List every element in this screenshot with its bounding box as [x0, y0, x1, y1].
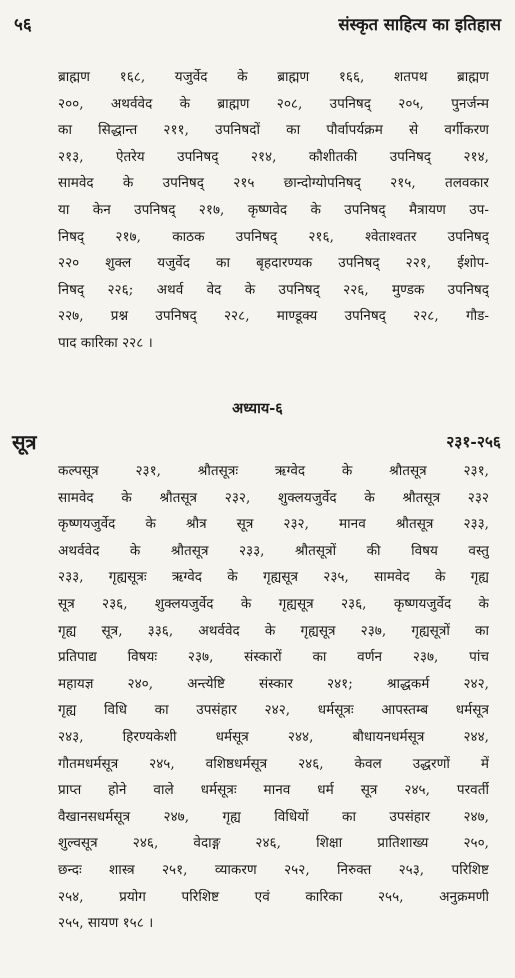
text-line: या केन उपनिषद् २१७, कृष्णवेद के उपनिषद् मैत्रायण उप-: [58, 201, 489, 218]
text-line: महायज्ञ २४०, अन्त्येष्टि संस्कार २४१; श्राद्धकर्म २४२,: [58, 675, 489, 692]
text-line: प्रतिपाद्य विषयः २३७, संस्कारों का वर्णन २३७, पांच: [58, 649, 489, 666]
text-line: २३३, गृह्यसूत्रः ऋग्वेद के गृह्यसूत्र २३५, सामवेद के गृह्य: [58, 569, 489, 586]
section-title: सूत्र: [12, 430, 37, 454]
text-line: अथर्ववेद के श्रौतसूत्र २३३, श्रौतसूत्रों की विषय वस्तु: [58, 542, 489, 559]
page-number: ५६: [14, 15, 32, 35]
text-line: गृह्य विधि का उपसंहार २४२, धर्मसूत्रः आपस्तम्ब धर्मसूत्र: [58, 702, 489, 719]
text-line: २१३, ऐतरेय उपनिषद् २१४, कौशीतकी उपनिषद् २१४,: [58, 148, 489, 165]
text-line: छन्दः शास्त्र २५१, व्याकरण २५२, निरुक्त २५३, परिशिष्ट: [58, 861, 489, 878]
text-line: २००, अथर्ववेद के ब्राह्मण २०८, उपनिषद् २०५, पुनर्जन्म: [58, 95, 489, 112]
text-line: कल्पसूत्र २३१, श्रौतसूत्रः ऋग्वेद के श्रौतसूत्र २३१,: [58, 463, 489, 479]
text-line: ब्राह्मण १६८, यजुर्वेद के ब्राह्मण १६६, शतपथ ब्राह्मण: [58, 69, 489, 85]
text-line: सामवेद के उपनिषद् २१५ छान्दोग्योपनिषद् २१५, तलवकार: [58, 175, 489, 192]
text-line: २५५, सायण १५८ ।: [58, 915, 154, 932]
page-range: २३१-२५६: [446, 432, 501, 451]
text-line: २५४, प्रयोग परिशिष्ट एवं कारिका २५५, अनुक्रमणी: [58, 888, 489, 905]
contents-paragraph-sutra: [58, 458, 489, 937]
text-line: पाद कारिका २२८ ।: [58, 334, 153, 351]
text-line: २२० शुक्ल यजुर्वेद का बृहदारण्यक उपनिषद् २२१, ईशोप-: [58, 255, 489, 272]
text-line: निषद् २१७, काठक उपनिषद् २१६, श्वेताश्वतर उपनिषद्: [58, 228, 489, 245]
text-line: सूत्र २३६, शुक्लयजुर्वेद के गृह्यसूत्र २३६, कृष्णयजुर्वेद के: [58, 595, 489, 612]
text-line: गृह्य सूत्र, ३३६, अथर्ववेद के गृह्यसूत्र २३७, गृह्यसूत्रों का: [58, 622, 489, 639]
running-title: संस्कृत साहित्य का इतिहास: [338, 15, 501, 34]
text-line: प्राप्त होने वाले धर्मसूत्रः मानव धर्म सूत्र २४५, परवर्ती: [58, 782, 489, 799]
contents-paragraph-upanishad: [58, 64, 489, 357]
page-header: [14, 12, 501, 36]
text-line: वैखानसधर्मसूत्र २४७, गृह्य विधियों का उपसंहार २४७,: [58, 808, 489, 825]
text-line: का सिद्धान्त २११, उपनिषदों का पौर्वापर्यक्रम से वर्गीकरण: [58, 122, 489, 139]
text-line: सामवेद के श्रौतसूत्र २३२, शुक्लयजुर्वेद के श्रौतसूत्र २३२: [58, 489, 489, 506]
text-line: निषद् २२६; अथर्व वेद के उपनिषद् २२६, मुण्डक उपनिषद्: [58, 281, 489, 298]
text-line: कृष्णयजुर्वेद के श्रौत्र सूत्र २३२, मानव श्रौतसूत्र २३३,: [58, 516, 489, 533]
text-line: २२७, प्रश्न उपनिषद् २२८, माण्डूक्य उपनिषद् २२८, गौड-: [58, 308, 489, 325]
chapter-label: अध्याय-६: [232, 400, 283, 417]
text-line: शुल्वसूत्र २४६, वेदाङ्ग २४६, शिक्षा प्रातिशाख्य २५०,: [58, 835, 489, 852]
text-line: २४३, हिरण्यकेशी धर्मसूत्र २४४, बौधायनधर्मसूत्र २४४,: [58, 728, 489, 745]
text-line: गौतमधर्मसूत्र २४५, वशिष्ठधर्मसूत्र २४६, केवल उद्धरणों में: [58, 755, 489, 772]
